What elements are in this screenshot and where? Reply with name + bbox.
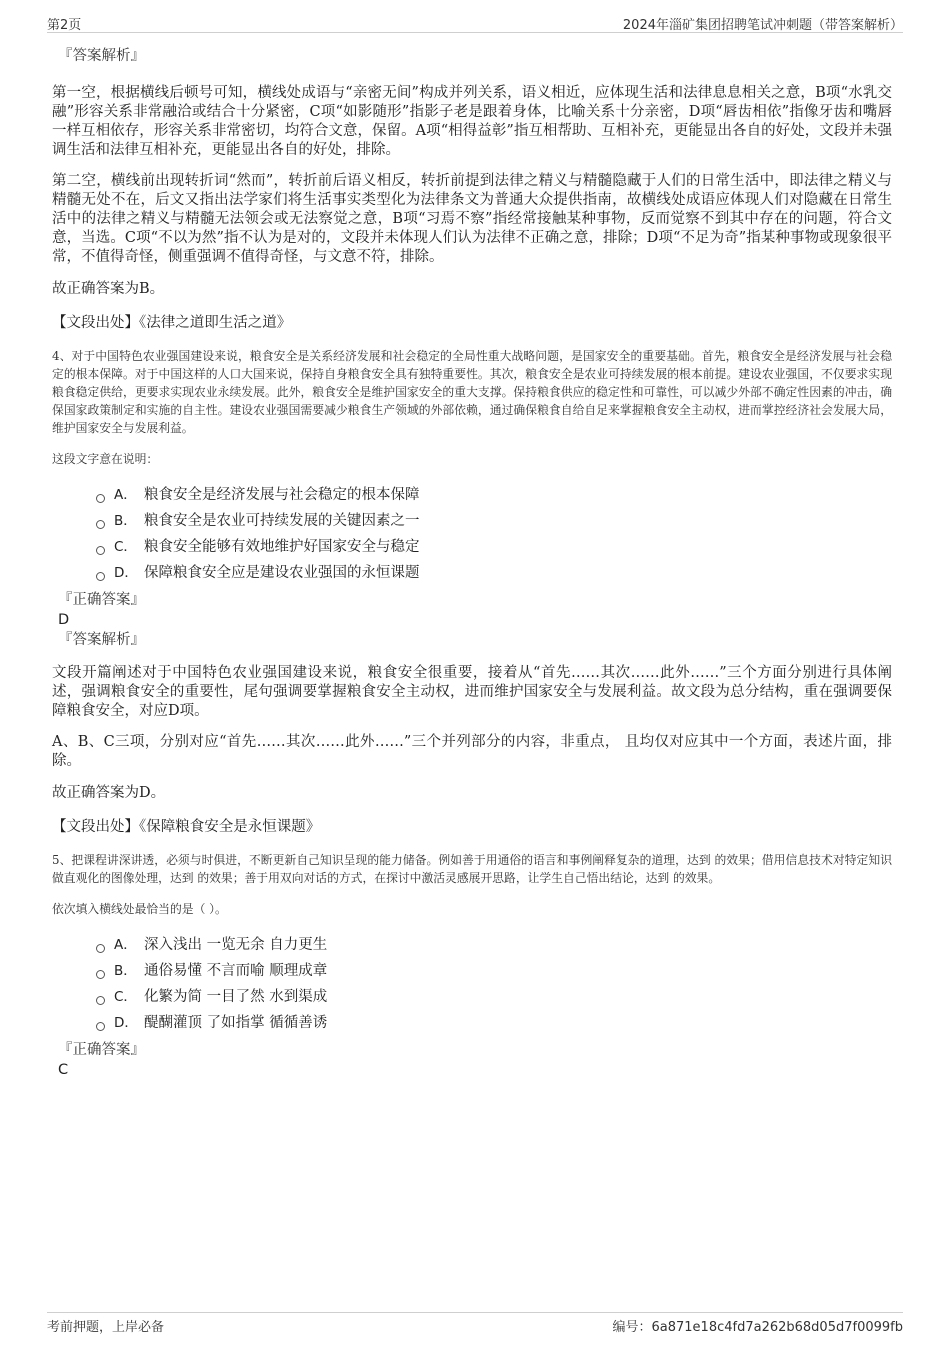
- analysis-paragraph: A、B、C三项，分别对应“首先……其次……此外……”三个并列部分的内容，非重点， 且均仅对应其中一个方面，表述片面，排除。: [52, 734, 892, 769]
- option-text: 粮食安全是农业可持续发展的关键因素之一: [144, 513, 420, 529]
- source-citation: 【文段出处】《保障粮食安全是永恒课题》: [52, 819, 321, 835]
- document-title: 2024年淄矿集团招聘笔试冲刺题（带答案解析）: [622, 18, 903, 33]
- option-a[interactable]: A． 粮食安全是经济发展与社会稳定的根本保障: [96, 482, 892, 508]
- radio-button-icon[interactable]: [96, 572, 105, 581]
- option-text: 粮食安全是经济发展与社会稳定的根本保障: [144, 487, 420, 503]
- correct-answer: D: [58, 612, 70, 628]
- radio-button-icon[interactable]: [96, 520, 105, 529]
- source-citation: 【文段出处】《法律之道即生活之道》: [52, 315, 292, 331]
- footer-note: 考前押题，上岸必备: [47, 1320, 165, 1335]
- correct-answer-label: 『正确答案』: [58, 592, 145, 608]
- question-prompt: 依次填入横线处最恰当的是（ ）。: [52, 902, 227, 916]
- question-stem: 5、把课程讲深讲透，必须与时俱进，不断更新自己知识呈现的能力储备。例如善于用通俗的语言和事例阐释复杂的道理，达到 的效果；借用信息技术对特定知识做直观化的图像处理，达到 的效果；善于用双向对话的方式，在探讨中激活灵感展开思路，让学生自己悟出结论，达到 的效果。: [52, 853, 892, 885]
- analysis-paragraph: 第二空，横线前出现转折词“然而”，转折前后语义相反，转折前提到法律之精义与精髓隐藏于人们的日常生活中，即法律之精义与精髓无处不在，后文又指出法学家们将生活事实类型化为法律条文为普通大众提供指南，故横线处成语应体现人们对隐藏在日常生活中的法律之精义与精髓无法领会或无法察觉之意，B项“习焉不察”指经常接触某种事物，反而觉察不到其中存在的问题，符合文意，当选。C项“不以为然”指不认为是对的，文段并未体现人们认为法律不正确之意，排除；D项“不足为奇”指某种事物或现象很平常，不值得奇怪，侧重强调不值得奇怪，与文意不符，排除。: [52, 173, 892, 265]
- page-header: [47, 14, 903, 33]
- correct-answer: C: [58, 1062, 69, 1078]
- analysis-paragraph: 第一空，根据横线后顿号可知，横线处成语与“亲密无间”构成并列关系，语义相近，应体现生活和法律息息相关之意，B项“水乳交融”形容关系非常融洽或结合十分紧密，C项“如影随形”指影子老是跟着身体，比喻关系十分亲密，D项“唇齿相依”指像牙齿和嘴唇一样互相依存，形容关系非常密切，均符合文意，保留。A项“相得益彰”指互相帮助、互相补充，更能显出各自的好处，文段并未强调生活和法律互相补充，更能显出各自的好处，排除。: [52, 85, 892, 158]
- radio-button-icon[interactable]: [96, 546, 105, 555]
- option-list: [52, 932, 892, 1036]
- option-text: 醍醐灌顶 了如指掌 循循善诱: [144, 1015, 328, 1031]
- option-list: [52, 482, 892, 586]
- radio-button-icon[interactable]: [96, 996, 105, 1005]
- option-d[interactable]: D． 保障粮食安全应是建设农业强国的永恒课题: [96, 560, 892, 586]
- analysis-label: 『答案解析』: [58, 48, 145, 64]
- page-content: [52, 42, 892, 1080]
- option-b[interactable]: B． 粮食安全是农业可持续发展的关键因素之一: [96, 508, 892, 534]
- radio-button-icon[interactable]: [96, 1022, 105, 1031]
- question-stem: 4、对于中国特色农业强国建设来说，粮食安全是关系经济发展和社会稳定的全局性重大战略问题，是国家安全的重要基础。首先，粮食安全是经济发展与社会稳定的根本保障。对于中国这样的人口大国来说，保持自身粮食安全具有独特重要性。其次，粮食安全是农业可持续发展的根本前提。建设农业强国，不仅要求实现粮食稳定供给，更要求实现农业永续发展。此外，粮食安全是维护国家安全的重大支撑。保持粮食供应的稳定性和可靠性，可以减少外部不确定性因素的冲击，确保国家政策制定和实施的自主性。建设农业强国需要减少粮食生产领域的外部依赖，通过确保粮食自给自足来掌握粮食安全主动权，进而掌控经济社会发展大局，维护国家安全与发展利益。: [52, 349, 892, 435]
- option-b[interactable]: B． 通俗易懂 不言而喻 顺理成章: [96, 958, 892, 984]
- page-footer: [47, 1312, 903, 1335]
- analysis-label: 『答案解析』: [58, 632, 145, 648]
- option-c[interactable]: C． 粮食安全能够有效地维护好国家安全与稳定: [96, 534, 892, 560]
- conclusion: 故正确答案为B。: [52, 281, 165, 297]
- document-serial: 编号：6a871e18c4fd7a262b68d05d7f0099fb: [612, 1320, 903, 1335]
- option-a[interactable]: A． 深入浅出 一览无余 自力更生: [96, 932, 892, 958]
- option-c[interactable]: C． 化繁为简 一目了然 水到渠成: [96, 984, 892, 1010]
- conclusion: 故正确答案为D。: [52, 785, 166, 801]
- correct-answer-label: 『正确答案』: [58, 1042, 145, 1058]
- analysis-paragraph: 文段开篇阐述对于中国特色农业强国建设来说，粮食安全很重要，接着从“首先……其次……此外……”三个方面分别进行具体阐述，强调粮食安全的重要性，尾句强调要掌握粮食安全主动权，进而维护国家安全与发展利益。故文段为总分结构，重在强调要保障粮食安全，对应D项。: [52, 665, 892, 719]
- option-d[interactable]: D． 醍醐灌顶 了如指掌 循循善诱: [96, 1010, 892, 1036]
- option-text: 通俗易懂 不言而喻 顺理成章: [144, 963, 328, 979]
- radio-button-icon[interactable]: [96, 970, 105, 979]
- option-text: 化繁为简 一目了然 水到渠成: [144, 989, 328, 1005]
- radio-button-icon[interactable]: [96, 944, 105, 953]
- option-text: 深入浅出 一览无余 自力更生: [144, 937, 328, 953]
- question-prompt: 这段文字意在说明：: [52, 452, 159, 466]
- option-text: 保障粮食安全应是建设农业强国的永恒课题: [144, 565, 420, 581]
- radio-button-icon[interactable]: [96, 494, 105, 503]
- page-number: 第2页: [47, 18, 82, 33]
- option-text: 粮食安全能够有效地维护好国家安全与稳定: [144, 539, 420, 555]
